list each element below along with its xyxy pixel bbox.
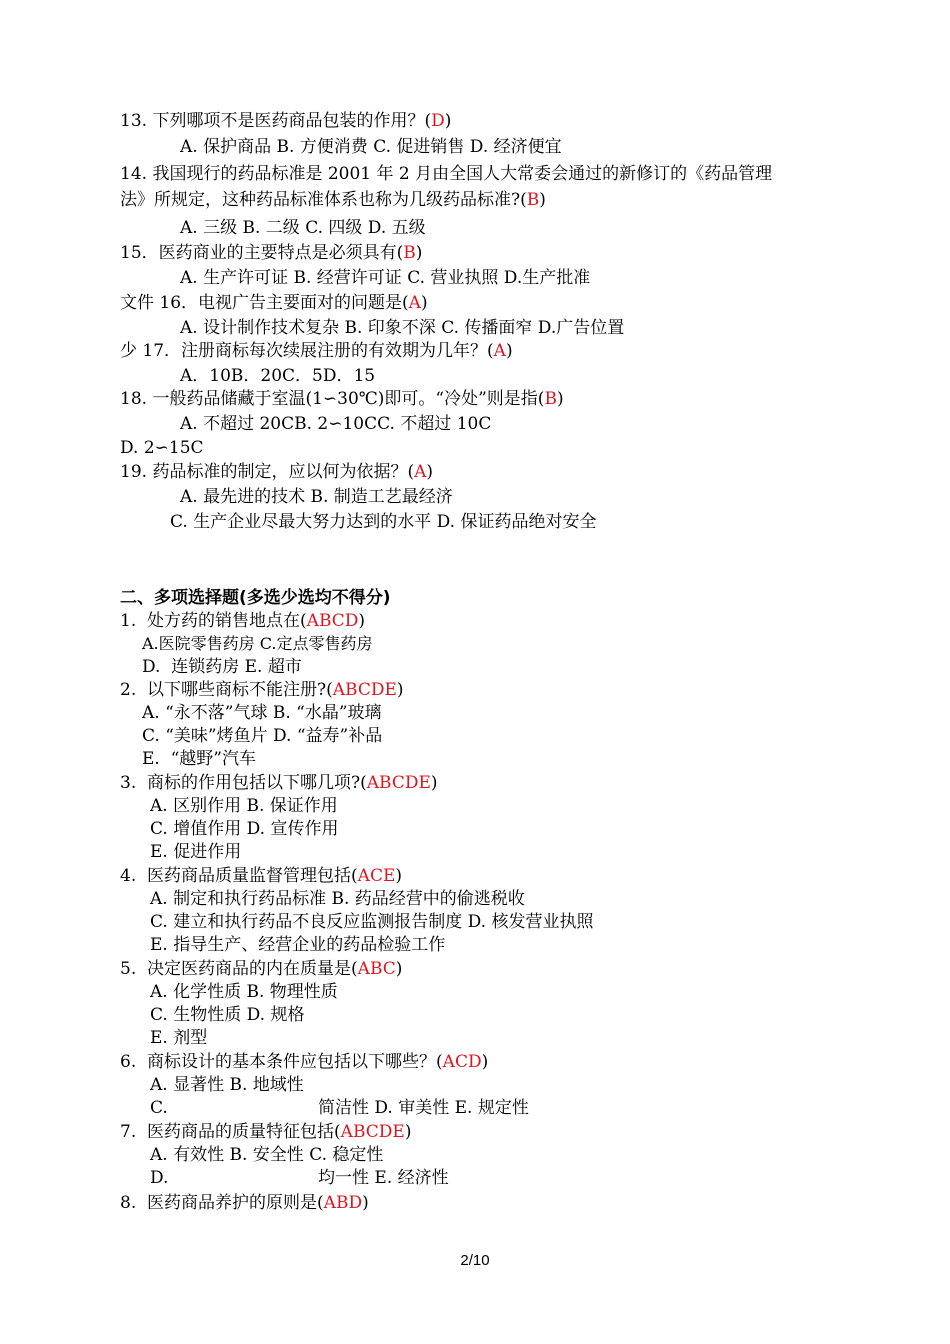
answer: ACD — [442, 1052, 482, 1072]
question-13-options: A. 保护商品 B. 方便消费 C. 促进销售 D. 经济便宜 — [180, 137, 562, 157]
multi-question-1-options-2: D. 连锁药房 E. 超市 — [142, 657, 302, 677]
multi-question-7-options: A. 有效性 B. 安全性 C. 稳定性 — [150, 1145, 384, 1165]
answer: A — [414, 462, 427, 482]
question-text: 少 17．注册商标每次续展注册的有效期为几年？( — [120, 341, 494, 361]
multi-question-2-options-3: E. “越野”汽车 — [142, 749, 257, 769]
section-title: 二、多项选择题(多选少选均不得分) — [120, 588, 391, 608]
paren: ) — [426, 462, 433, 482]
multi-question-6-options-2: 简洁性 D. 审美性 E. 规定性 — [318, 1098, 529, 1118]
paren: ) — [430, 773, 438, 793]
question-text: 5. 决定医药商品的内在质量是( — [120, 959, 358, 979]
multi-question-4-options-2: C. 建立和执行药品不良反应监测报告制度 D. 核发营业执照 — [150, 912, 594, 932]
multi-question-5-options-3: E. 剂型 — [150, 1028, 208, 1048]
answer: ABCDE — [340, 1122, 405, 1142]
paren: ) — [396, 680, 404, 700]
paren: ) — [444, 111, 452, 131]
question-17 — [120, 340, 513, 362]
paren: ) — [395, 959, 403, 979]
question-19-options: A. 最先进的技术 B. 制造工艺最经济 — [180, 487, 453, 507]
answer: A — [493, 341, 506, 361]
multi-question-1 — [120, 610, 365, 632]
multi-question-6 — [120, 1051, 488, 1073]
paren: ) — [404, 1122, 412, 1142]
question-18 — [120, 388, 564, 410]
paren: ) — [481, 1052, 489, 1072]
question-16-options: A. 设计制作技术复杂 B. 印象不深 C. 传播面窄 D.广告位置 — [180, 318, 625, 338]
multi-question-7-options-2: 均一性 E. 经济性 — [318, 1168, 449, 1188]
answer: B — [526, 190, 540, 210]
answer: ABCDE — [332, 680, 397, 700]
question-13 — [120, 110, 451, 132]
answer: ABD — [323, 1193, 363, 1213]
question-text: 8. 医药商品养护的原则是( — [120, 1193, 324, 1213]
question-19-options-2: C. 生产企业尽最大努力达到的水平 D. 保证药品绝对安全 — [170, 512, 597, 532]
page-number: 2/10 — [460, 1252, 490, 1269]
question-16 — [120, 292, 428, 314]
multi-question-3-options-2: C. 增值作用 D. 宣传作用 — [150, 819, 339, 839]
multi-question-5-options-2: C. 生物性质 D. 规格 — [150, 1005, 305, 1025]
multi-question-1-options: A.医院零售药房 C.定点零售药房 — [142, 634, 373, 653]
question-text: 15．医药商业的主要特点是必须具有( — [120, 243, 404, 263]
question-text: 1. 处方药的销售地点在( — [120, 611, 307, 631]
question-14-line2 — [120, 189, 546, 211]
answer: B — [544, 389, 557, 409]
answer: A — [408, 293, 421, 313]
multi-question-5-options: A. 化学性质 B. 物理性质 — [150, 982, 338, 1002]
question-text: 7. 医药商品的质量特征包括( — [120, 1122, 341, 1142]
paren: ) — [539, 190, 546, 210]
question-text: 18. 一般药品储藏于室温(1∽30℃)即可。“冷处”则是指( — [120, 389, 545, 409]
question-text: 6. 商标设计的基本条件应包括以下哪些？( — [120, 1052, 443, 1072]
multi-question-3-options: A. 区别作用 B. 保证作用 — [150, 796, 338, 816]
question-text: 2. 以下哪些商标不能注册?( — [120, 680, 333, 700]
answer: ABCD — [306, 611, 359, 631]
paren: ) — [358, 611, 366, 631]
answer: B — [403, 243, 416, 263]
paren: ) — [556, 389, 564, 409]
answer: ABC — [357, 959, 396, 979]
paren: ) — [362, 1193, 369, 1213]
question-18-options-2: D. 2∽15C — [120, 438, 204, 458]
multi-question-5 — [120, 958, 402, 980]
multi-question-2 — [120, 679, 404, 701]
question-19 — [120, 461, 433, 483]
multi-question-7 — [120, 1121, 411, 1143]
question-text: 法》所规定，这种药品标准体系也称为几级药品标准?( — [120, 190, 527, 210]
paren: ) — [420, 293, 428, 313]
paren: ) — [415, 243, 423, 263]
paren: ) — [395, 866, 403, 886]
multi-question-3-options-3: E. 促进作用 — [150, 842, 242, 862]
multi-question-4-options: A. 制定和执行药品标准 B. 药品经营中的偷逃税收 — [150, 889, 525, 909]
multi-question-8 — [120, 1192, 369, 1214]
answer: ACE — [357, 866, 396, 886]
multi-question-6-options: A. 显著性 B. 地域性 — [150, 1075, 304, 1095]
question-17-options: A．10B．20C．5D．15 — [180, 366, 376, 386]
question-text: 文件 16．电视广告主要面对的问题是( — [120, 293, 409, 313]
multi-question-7-option-label: D. — [150, 1168, 169, 1188]
question-text: 19. 药品标准的制定，应以何为依据？( — [120, 462, 415, 482]
question-text: 3. 商标的作用包括以下哪几项?( — [120, 773, 367, 793]
question-14-options: A. 三级 B. 二级 C. 四级 D. 五级 — [180, 218, 426, 238]
multi-question-2-options: A. “永不落”气球 B. “水晶”玻璃 — [142, 703, 382, 723]
question-15 — [120, 242, 422, 264]
multi-question-3 — [120, 772, 438, 794]
question-text: 13. 下列哪项不是医药商品包装的作用？( — [120, 111, 432, 131]
question-text: 4. 医药商品质量监督管理包括( — [120, 866, 358, 886]
multi-question-6-option-label: C. — [150, 1098, 168, 1118]
multi-question-4 — [120, 865, 402, 887]
multi-question-2-options-2: C. “美味”烤鱼片 D. “益寿”补品 — [142, 726, 383, 746]
question-18-options: A. 不超过 20CB. 2∽10CC. 不超过 10C — [180, 414, 492, 434]
answer: ABCDE — [366, 773, 431, 793]
question-14-line1: 14. 我国现行的药品标准是 2001 年 2 月由全国人大常委会通过的新修订的《药品管理 — [120, 164, 773, 184]
question-15-options: A. 生产许可证 B. 经营许可证 C. 营业执照 D.生产批准 — [180, 268, 591, 288]
multi-question-4-options-3: E. 指导生产、经营企业的药品检验工作 — [150, 935, 446, 955]
paren: ) — [505, 341, 513, 361]
answer: D — [431, 111, 445, 131]
